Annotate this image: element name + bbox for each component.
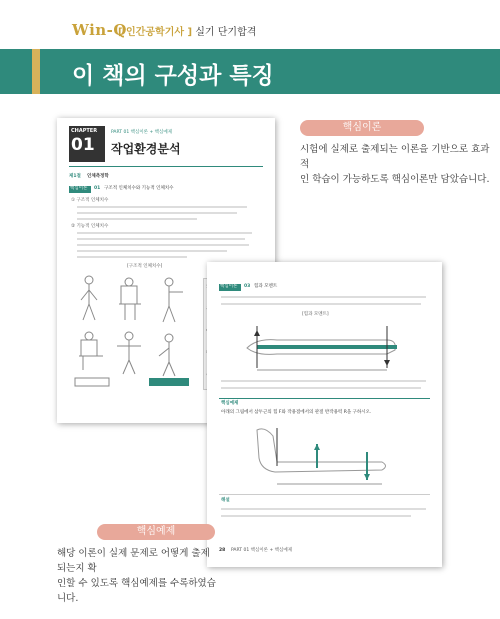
- text-line: [77, 206, 247, 208]
- figure-caption: [힘과 모멘트]: [302, 312, 329, 317]
- subtitle-bracket: [ 인간공학기사 ]: [118, 27, 193, 38]
- text-line: [221, 508, 426, 510]
- example-question: 아래의 그림에서 삼두근의 힘 F와 작용점에서의 관절 반작용력 R을 구하시오.: [221, 410, 372, 415]
- chapter-divider: [69, 166, 263, 167]
- text-line: [221, 380, 426, 382]
- answer-divider: [219, 494, 430, 495]
- body-dimension-figure: [69, 272, 199, 390]
- part-label: PART 01 핵심이론 + 핵심예제: [111, 130, 173, 135]
- item-structural: ① 구조적 인체치수: [71, 198, 109, 203]
- banner-accent: [32, 49, 40, 94]
- theory-title: 힘과 모멘트: [254, 284, 278, 289]
- text-line: [77, 250, 227, 252]
- item-functional: ② 기능적 인체치수: [71, 224, 109, 229]
- elbow-figure: [247, 422, 397, 488]
- section-title: 인체측정학: [87, 174, 109, 179]
- theory-number: 01: [94, 186, 101, 191]
- core-example-desc-line2: 인할 수 있도록 핵심예제를 수록하였습니다.: [57, 578, 216, 604]
- page-footer: PART 01 핵심이론 + 핵심예제: [231, 548, 293, 553]
- core-example-desc-line1: 해당 이론이 실제 문제로 어떻게 출제되는지 확: [57, 548, 210, 574]
- brand-logo: Win-Q: [72, 21, 127, 39]
- text-line: [77, 212, 237, 214]
- text-line: [221, 387, 421, 389]
- page-number: 28: [219, 548, 226, 553]
- core-example-label: 핵심예제: [97, 524, 215, 540]
- chapter-title: 작업환경분석: [111, 142, 181, 156]
- text-line: [77, 218, 197, 220]
- example-divider: [219, 398, 430, 399]
- page-title: 이 책의 구성과 특징: [72, 63, 274, 89]
- text-line: [77, 256, 187, 258]
- text-line: [77, 238, 245, 240]
- core-theory-label: 핵심이론: [300, 120, 424, 136]
- force-moment-figure: [237, 320, 407, 374]
- core-theory-desc-line2: 인 학습이 가능하도록 핵심이론만 담았습니다.: [300, 174, 490, 185]
- theory-tag: 핵심이론: [220, 284, 238, 289]
- chapter-word: CHAPTER: [71, 128, 98, 134]
- text-line: [221, 296, 426, 298]
- section-label: 제1절: [69, 174, 81, 179]
- figure-caption: [구조적 인체치수]: [127, 264, 163, 269]
- theory-title: 구조적 인체치수와 기능적 인체치수: [104, 186, 174, 191]
- core-theory-desc-line1: 시험에 실제로 출제되는 이론을 기반으로 효과적: [300, 144, 490, 170]
- book-subtitle: [118, 23, 256, 38]
- answer-tag: 해설: [221, 498, 230, 503]
- text-line: [221, 515, 411, 517]
- core-theory-description: [300, 142, 490, 187]
- theory-number: 03: [244, 284, 251, 289]
- theory-tag: 핵심이론: [70, 186, 88, 191]
- example-tag: 핵심예제: [221, 401, 239, 406]
- chapter-number: 01: [71, 135, 95, 155]
- core-example-description: [57, 546, 217, 606]
- sample-page-example: [207, 262, 442, 567]
- text-line: [77, 244, 249, 246]
- subtitle-rest: 실기 단기합격: [192, 27, 257, 38]
- text-line: [221, 303, 421, 305]
- text-line: [77, 232, 252, 234]
